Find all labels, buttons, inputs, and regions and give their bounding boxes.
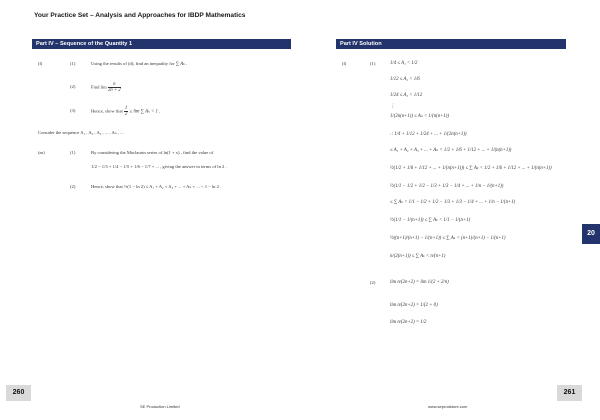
question-label-l: (l) (38, 61, 43, 66)
question-text (91, 61, 187, 67)
question-text (91, 82, 121, 93)
solution-line: ½(1/1 − 1/(n+1)) ≤ ∑ Aₖ < 1/1 − 1/(n+1) (390, 218, 471, 223)
fraction-numerator: n (108, 82, 121, 88)
solution-line: lim n/(2n+2) = 1/2 (390, 320, 427, 325)
page-number-left: 260 (6, 385, 31, 401)
hence-prefix: Hence, show that (91, 108, 123, 114)
subpart-label: (2) (370, 280, 376, 285)
page-title: Your Practice Set – Analysis and Approaches for IBDP Mathematics (34, 12, 246, 19)
subpart-label: (3) (70, 108, 76, 113)
limit-expression: ≤ lim ∑ Aₖ < 1 . (129, 109, 161, 115)
solution-line: ≤ A₁ + A₂ + A₃ + ... + Aₙ < 1/2 + 1/6 + 1/12 + ... + 1/(n(n+1)) (390, 148, 512, 153)
solution-line: ½((n+1)/(n+1) − 1/(n+1)) ≤ ∑ Aₖ < (n+1)/(n+1) − 1/(n+1) (390, 236, 506, 241)
solution-line: 1/(2n(n+1)) ≤ Aₙ < 1/(n(n+1)) (390, 114, 449, 119)
solution-line: ∴ 1/4 + 1/12 + 1/24 + ... + 1/(2n(n+1)) (390, 132, 467, 137)
fraction-denominator: 2n + 2 (107, 88, 121, 93)
question-l1-text: Using the results of (d), find an inequality for (91, 61, 175, 66)
section-bar-questions: Part IV – Sequence of the Quantity 1 (32, 39, 291, 49)
solution-line: 1/24 ≤ A₃ < 1/12 (390, 93, 423, 98)
question-m1-line1: By considering the Maclaurin series of ln(1 + x) , find the value of (91, 150, 214, 155)
question-label-m: (m) (38, 150, 45, 155)
solution-line: 1/4 ≤ A₁ < 1/2 (390, 61, 418, 66)
subpart-label: (2) (70, 184, 76, 189)
sum-expression: ∑ Aₖ . (175, 62, 188, 67)
limit-prefix: Find lim (91, 84, 107, 90)
question-text: Hence, show that $\frac{1}{2}$ ≤ lim ∑ Aₖ < 1 . (91, 106, 161, 117)
subpart-label: (2) (70, 84, 76, 89)
section-bar-solution: Part IV Solution (336, 39, 566, 49)
subpart-label: (1) (370, 61, 376, 66)
question-m1-line2: 1/2 − 1/3 + 1/4 − 1/5 + 1/6 − 1/7 + ... , giving the answer in terms of ln 2 . (91, 164, 227, 169)
publisher-footer: SE Production Limited (140, 404, 180, 409)
question-m2-text: Hence, show that ½(1 − ln 2) ≤ A₁ + A₂ + A₃ + ... + Aₙ + ... < 1 − ln 2 . (91, 184, 222, 189)
solution-line: 1/12 ≤ A₂ < 1/6 (390, 77, 420, 82)
subpart-label: (1) (70, 61, 76, 66)
solution-line: ½(1/2 + 1/6 + 1/12 + ... + 1/(n(n+1))) ≤ ∑ Aₖ < 1/2 + 1/6 + 1/12 + ... + 1/(n(n+1)) (390, 166, 552, 171)
consider-sequence-text: Consider the sequence A₁ , A₂ , A₃ , ... , Aₙ , ... (38, 130, 124, 135)
solution-line: ≤ ∑ Aₖ < 1/1 − 1/2 + 1/2 − 1/3 + 1/3 − 1/4 + ... + 1/n − 1/(n+1) (390, 200, 516, 205)
page-number-right: 261 (557, 385, 582, 401)
website-footer: www.seprodstore.com (428, 404, 468, 409)
chapter-tab: 20 (582, 224, 600, 244)
subpart-label: (1) (70, 150, 76, 155)
solution-label-l: (l) (342, 61, 347, 66)
solution-line: ½(1/1 − 1/2 + 1/2 − 1/3 + 1/3 − 1/4 + ... + 1/n − 1/(n+1)) (390, 184, 504, 189)
solution-line: n/(2(n+1)) ≤ ∑ Aₖ < n/(n+1) (390, 254, 446, 259)
solution-line: lim n/(2n+2) = lim 1/(2 + 2/n) (390, 280, 449, 285)
solution-line: ⋮ (390, 104, 395, 109)
solution-line: lim n/(2n+2) = 1/(2 + 0) (390, 303, 438, 308)
